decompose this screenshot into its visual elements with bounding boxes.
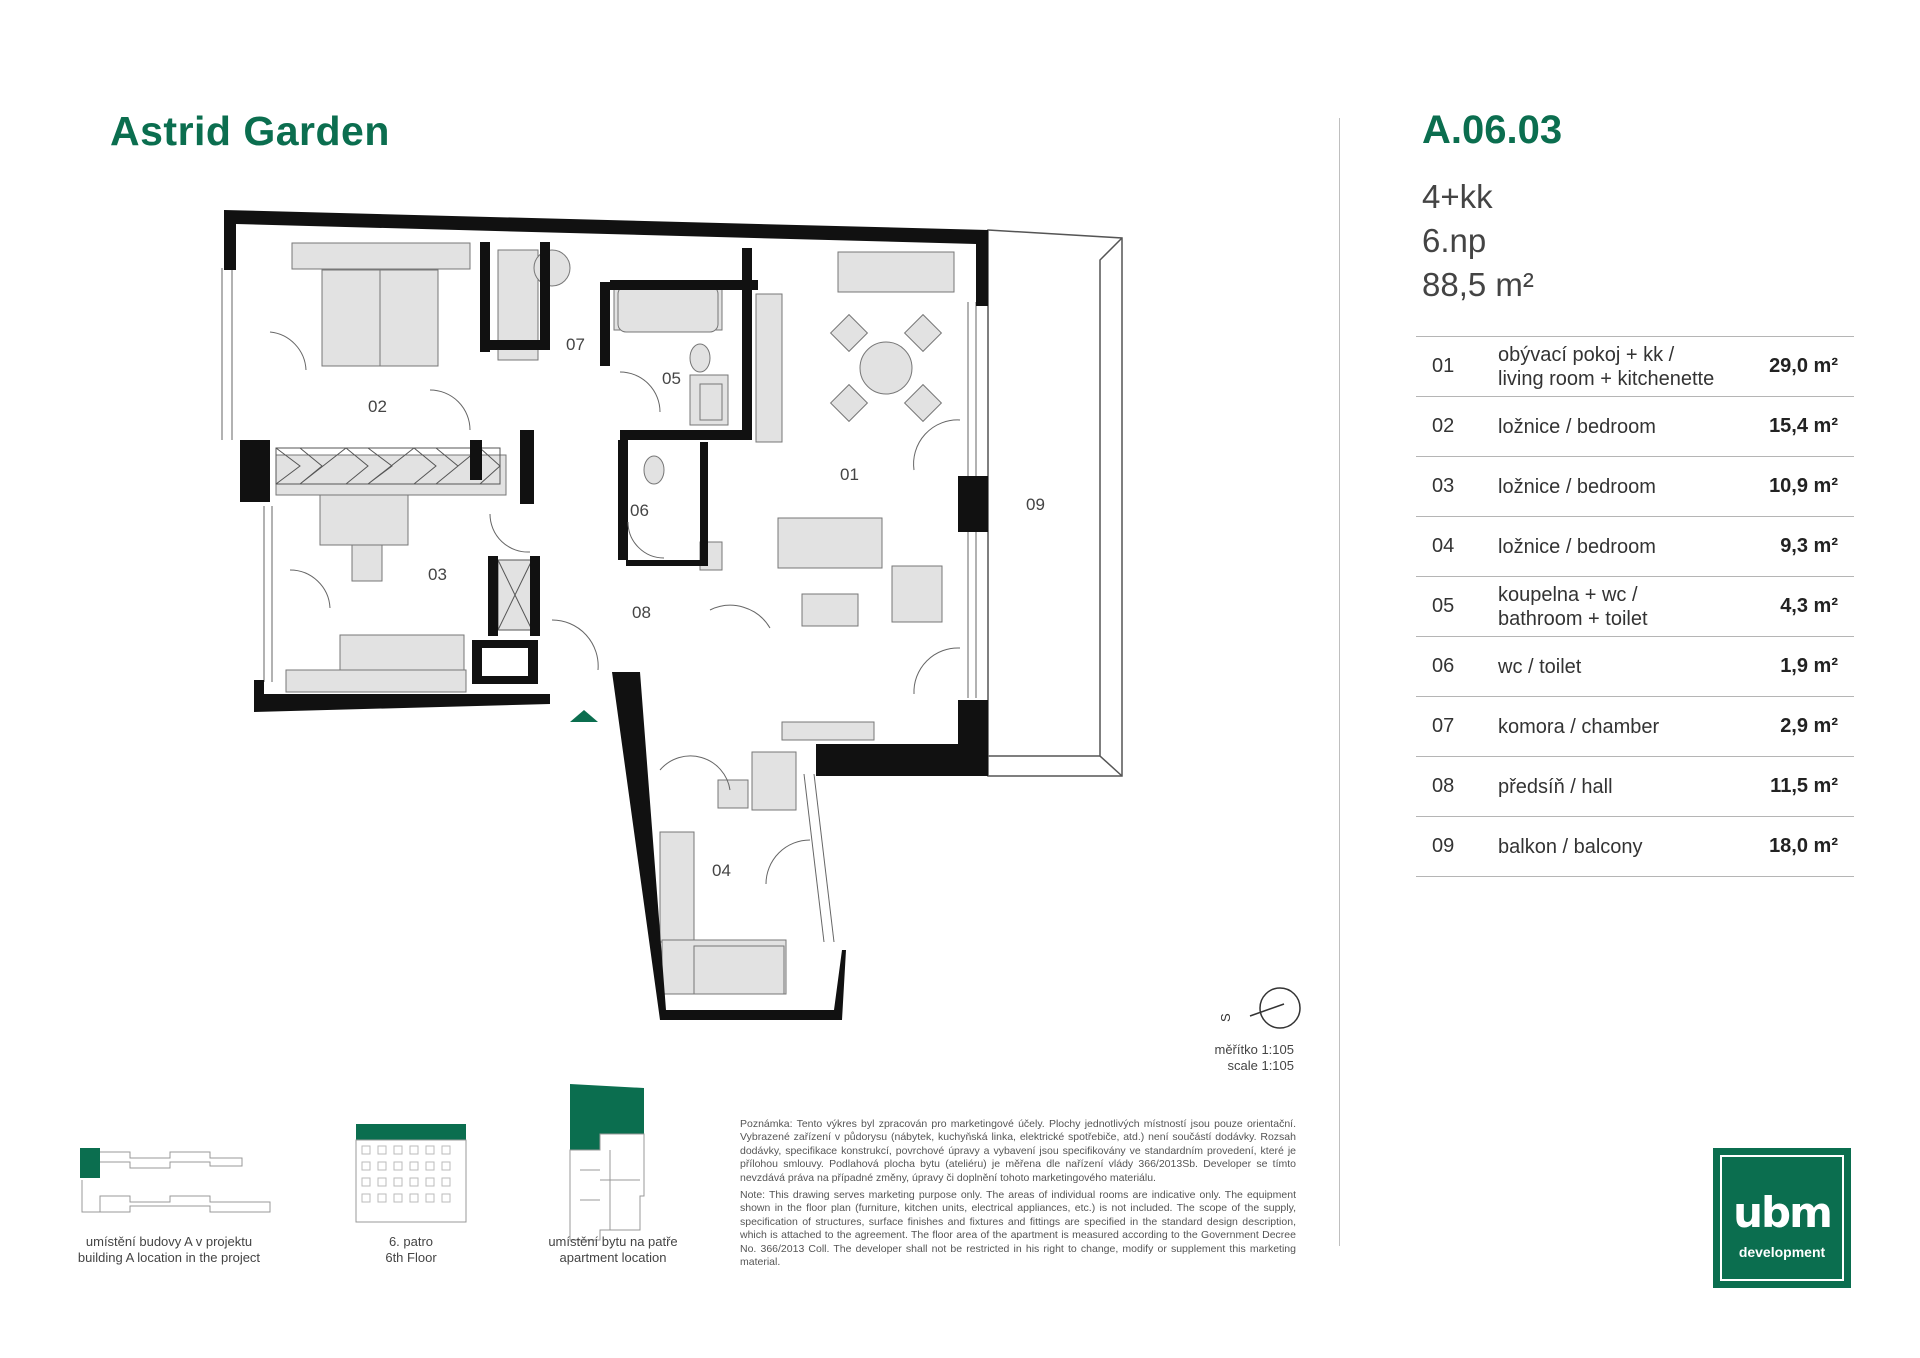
room-label: 08 xyxy=(632,603,651,622)
room-label: 09 xyxy=(1026,495,1045,514)
logo-mark: ubm xyxy=(1733,1188,1831,1237)
floor-caption: 6. patro 6th Floor xyxy=(385,1234,437,1265)
room-number: 08 xyxy=(1432,775,1455,797)
site-location-map xyxy=(80,1148,270,1212)
apartment-floor: 6.np xyxy=(1422,222,1487,259)
room-area: 29,0 m² xyxy=(1769,355,1838,377)
room-area: 1,9 m² xyxy=(1780,655,1838,677)
logo-word: development xyxy=(1738,1244,1826,1260)
scale-cz: měřítko 1:105 xyxy=(1214,1042,1294,1057)
room-number: 04 xyxy=(1432,535,1455,557)
compass-icon xyxy=(1218,988,1300,1028)
apartment-layout: 4+kk xyxy=(1422,178,1493,215)
room-label: 07 xyxy=(566,335,585,354)
room-area: 4,3 m² xyxy=(1780,595,1838,617)
room-name: obývací pokoj + kk / living room + kitchenette xyxy=(1498,343,1715,390)
room-name: balkon / balcony xyxy=(1498,835,1643,858)
room-name: ložnice / bedroom xyxy=(1498,535,1656,558)
room-area: 2,9 m² xyxy=(1780,715,1838,737)
balcony-outline xyxy=(988,230,1122,776)
room-area: 9,3 m² xyxy=(1780,535,1838,557)
room-number: 05 xyxy=(1432,595,1455,617)
room-area: 15,4 m² xyxy=(1769,415,1838,437)
scale-en: scale 1:105 xyxy=(1227,1058,1294,1073)
note-cz: Poznámka: Tento výkres byl zpracován pro marketingové účely. Plochy jednotlivých místností jsou pouze orientační. Vybrazené zařízení v půdorysu (nábytek, kuchyňská linka, elektrické spotřebiče, atd.) není součástí dodávky. Rozsah dodávky, specifikace konstrukcí, povrchové úpravy a vybavení jsou specifikovány ve standardním provedení, které je přílohou smlouvy. Podlahová plocha bytu (ateliéru) je měřena dle nařízení vlády 366/2013Sb. Developer se tímto nevzdává práva na případné změny, úpravy či doplnění tohoto marketingového materiálu. xyxy=(740,1118,1296,1184)
room-number: 02 xyxy=(1432,415,1455,437)
room-name: předsíň / hall xyxy=(1498,775,1613,798)
room-number: 06 xyxy=(1432,655,1455,677)
room-name: wc / toilet xyxy=(1498,655,1582,678)
room-name: ložnice / bedroom xyxy=(1498,415,1656,438)
entrance-marker-icon xyxy=(570,710,598,722)
apartment-location-caption: umístění bytu na patře apartment location xyxy=(548,1234,678,1265)
room-label: 02 xyxy=(368,397,387,416)
room-number: 01 xyxy=(1432,355,1455,377)
project-title: Astrid Garden xyxy=(110,108,390,154)
room-number: 03 xyxy=(1432,475,1455,497)
dining-set xyxy=(831,315,942,422)
room-label: 01 xyxy=(840,465,859,484)
room-label: 06 xyxy=(630,501,649,520)
room-label: 05 xyxy=(662,369,681,388)
room-area: 11,5 m² xyxy=(1770,775,1838,797)
building-location-caption: umístění budovy A v projektu building A location in the project xyxy=(77,1234,261,1265)
floor-facade-map xyxy=(356,1124,466,1222)
room-area: 18,0 m² xyxy=(1769,835,1838,857)
room-name: komora / chamber xyxy=(1498,715,1660,738)
room-area: 10,9 m² xyxy=(1769,475,1838,497)
apartment-area: 88,5 m² xyxy=(1422,266,1534,303)
room-number: 09 xyxy=(1432,835,1455,857)
room-number: 07 xyxy=(1432,715,1455,737)
apartment-location-map xyxy=(570,1084,644,1240)
room-label: 04 xyxy=(712,861,731,880)
apartment-code: A.06.03 xyxy=(1422,108,1563,152)
room-name: ložnice / bedroom xyxy=(1498,475,1656,498)
furniture xyxy=(276,243,954,994)
note-en: Note: This drawing serves marketing purpose only. The areas of individual rooms are indicative only. The equipment shown in the floor plan (furniture, kitchen units, electrical appliances, etc.) is not included. The scope of the supply, specification of structures, surface finishes and fixtures and fittings are specified in the standard design description, which is attached to the agreement. The floor area of the apartment is measured according to the Government Decree No. 366/2013 Coll. The developer shall not be restricted in his right to change, modify or supplement this marketing material. xyxy=(740,1189,1296,1269)
compass-letter: S xyxy=(1218,1013,1233,1022)
ubm-logo xyxy=(1713,1148,1851,1288)
room-name: koupelna + wc / bathroom + toilet xyxy=(1498,583,1648,630)
room-label: 03 xyxy=(428,565,447,584)
disclaimer-note xyxy=(740,1118,1296,1273)
